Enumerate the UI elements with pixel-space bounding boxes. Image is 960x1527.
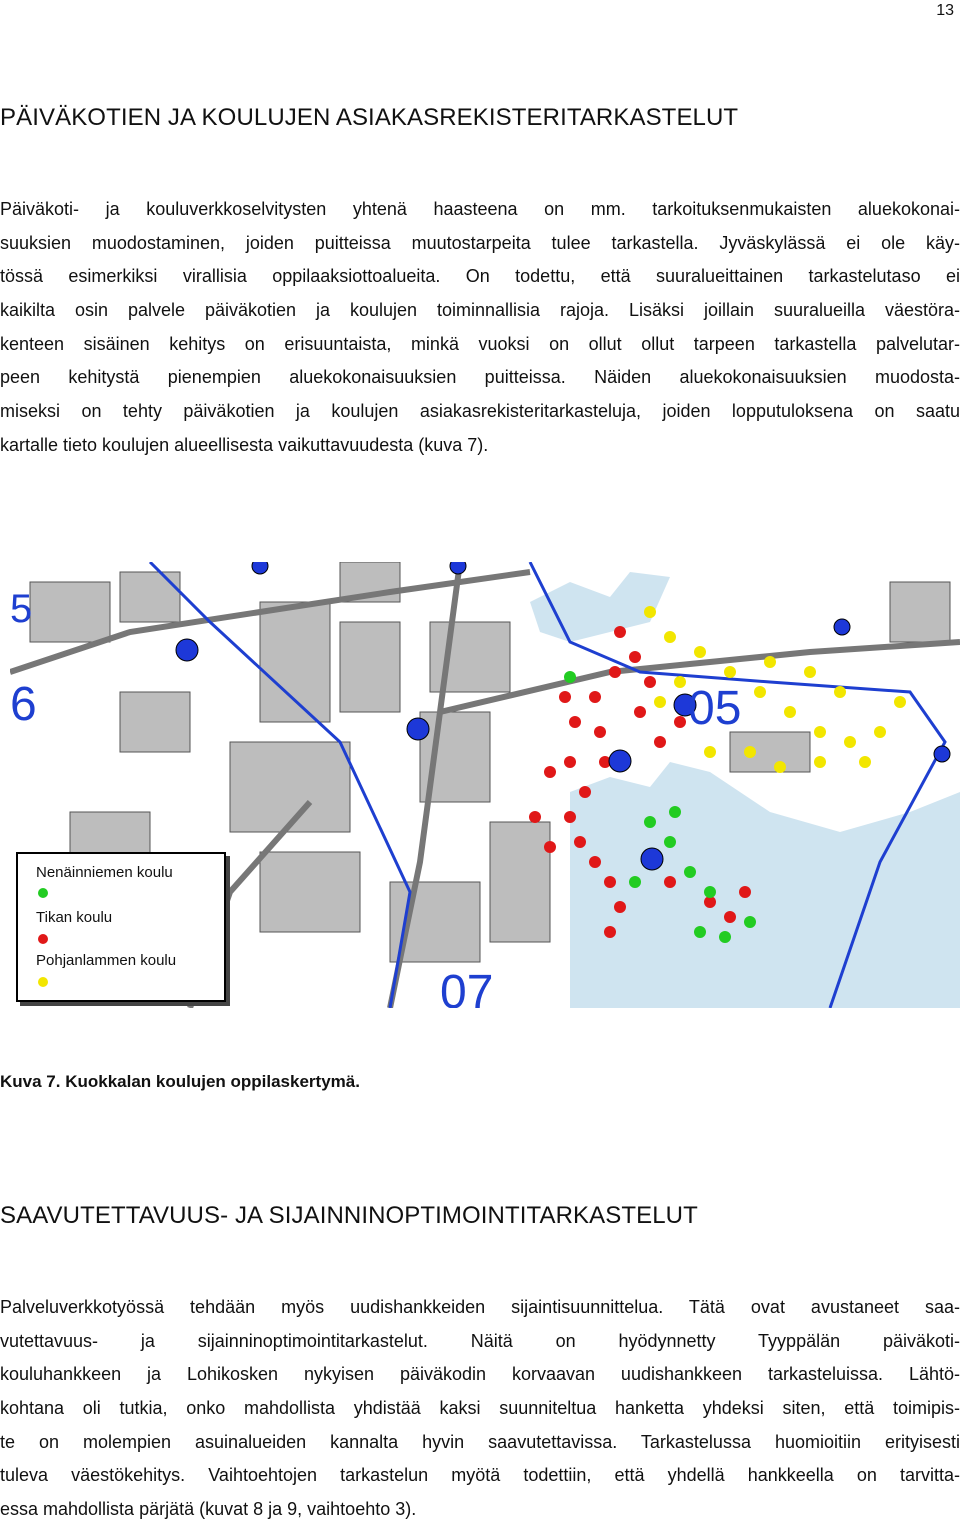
section-heading-accessibility: SAAVUTETTAVUUS- JA SIJAINNINOPTIMOINTITARKASTELUT — [0, 1202, 698, 1229]
legend-label: Pohjanlammen koulu — [36, 952, 177, 969]
text-line: peen kehitystä pienempien aluekokonaisuuksien puitteissa. Näiden aluekokonaisuuksien muodosta- — [0, 367, 960, 388]
area-label: 07 — [440, 966, 494, 1008]
area-label: 5 — [10, 587, 33, 631]
section-heading-registry: PÄIVÄKOTIEN JA KOULUJEN ASIAKASREKISTERITARKASTELUT — [0, 104, 739, 131]
area-label: 05 — [688, 682, 742, 735]
text-line: miseksi on tehty päiväkotien ja koulujen asiakasrekisteritarkasteluja, joiden lopputuloksena on saatu — [0, 401, 960, 422]
legend-label: Tikan koulu — [36, 909, 113, 926]
text-line: essa mahdollista pärjätä (kuvat 8 ja 9, vaihtoehto 3). — [0, 1499, 417, 1520]
text-line: suuksien muodostaminen, joiden puitteissa muutostarpeita tulee tarkastella. Jyväskylässä ei ole käy- — [0, 232, 960, 253]
figure-caption: Kuva 7. Kuokkalan koulujen oppilaskertymä. — [0, 1072, 360, 1091]
text-line: vutettavuus- ja sijainninoptimointitarkastelut. Näitä on hyödynnetty Tyyppälän päiväkoti- — [0, 1330, 960, 1351]
text-line: kaikilta osin palvele päiväkotien ja koulujen toiminnallisia rajoja. Lisäksi joillain suuralueilla väestöra- — [0, 300, 960, 321]
paragraph-registry — [0, 193, 960, 463]
text-line: kenteen sisäinen kehitys on erisuuntaista, minkä vuoksi on ollut ollut tarpeen tarkastella palvelutar- — [0, 333, 960, 354]
legend-dot-green — [38, 888, 48, 898]
text-line: kohtana oli tutkia, onko mahdollista yhdistää kaksi suunniteltua hanketta yhdeksi siten, että toimipis- — [0, 1398, 960, 1419]
text-line: kartalle tieto koulujen alueellisesta vaikuttavuudesta (kuva 7). — [0, 434, 489, 455]
text-line: kouluhankkeen ja Lohikosken nykyisen päiväkodin korvaavan uudishankkeen tarkasteluissa. Lähtö- — [0, 1364, 960, 1385]
text-line: tuleva väestökehitys. Vaihtoehtojen tarkastelun myötä todettiin, että yhdellä hankkeella on tarvitta- — [0, 1465, 960, 1486]
text-line: te on molempien asuinalueiden kannalta hyvin saavutettavissa. Tarkastelussa huomioitiin erityisesti — [0, 1431, 960, 1452]
legend-dot-red — [38, 934, 48, 944]
page-number: 13 — [936, 2, 954, 19]
map-legend — [16, 852, 226, 1002]
text-line: Päiväkoti- ja kouluverkkoselvitysten yhtenä haasteena on mm. tarkoituksenmukaisten aluekokonai- — [0, 199, 960, 219]
text-line: tössä esimerkiksi virallisia oppilaaksiottoalueita. On todettu, että suuralueittainen tarkastelutaso ei — [0, 266, 960, 287]
legend-label: Nenäinniemen koulu — [36, 864, 173, 881]
area-label: 6 — [10, 678, 37, 731]
paragraph-accessibility — [0, 1291, 960, 1527]
text-line: Palveluverkkotyössä tehdään myös uudishankkeiden sijaintisuunnittelua. Tätä ovat avustaneet saa- — [0, 1297, 960, 1317]
legend-dot-yellow — [38, 977, 48, 987]
